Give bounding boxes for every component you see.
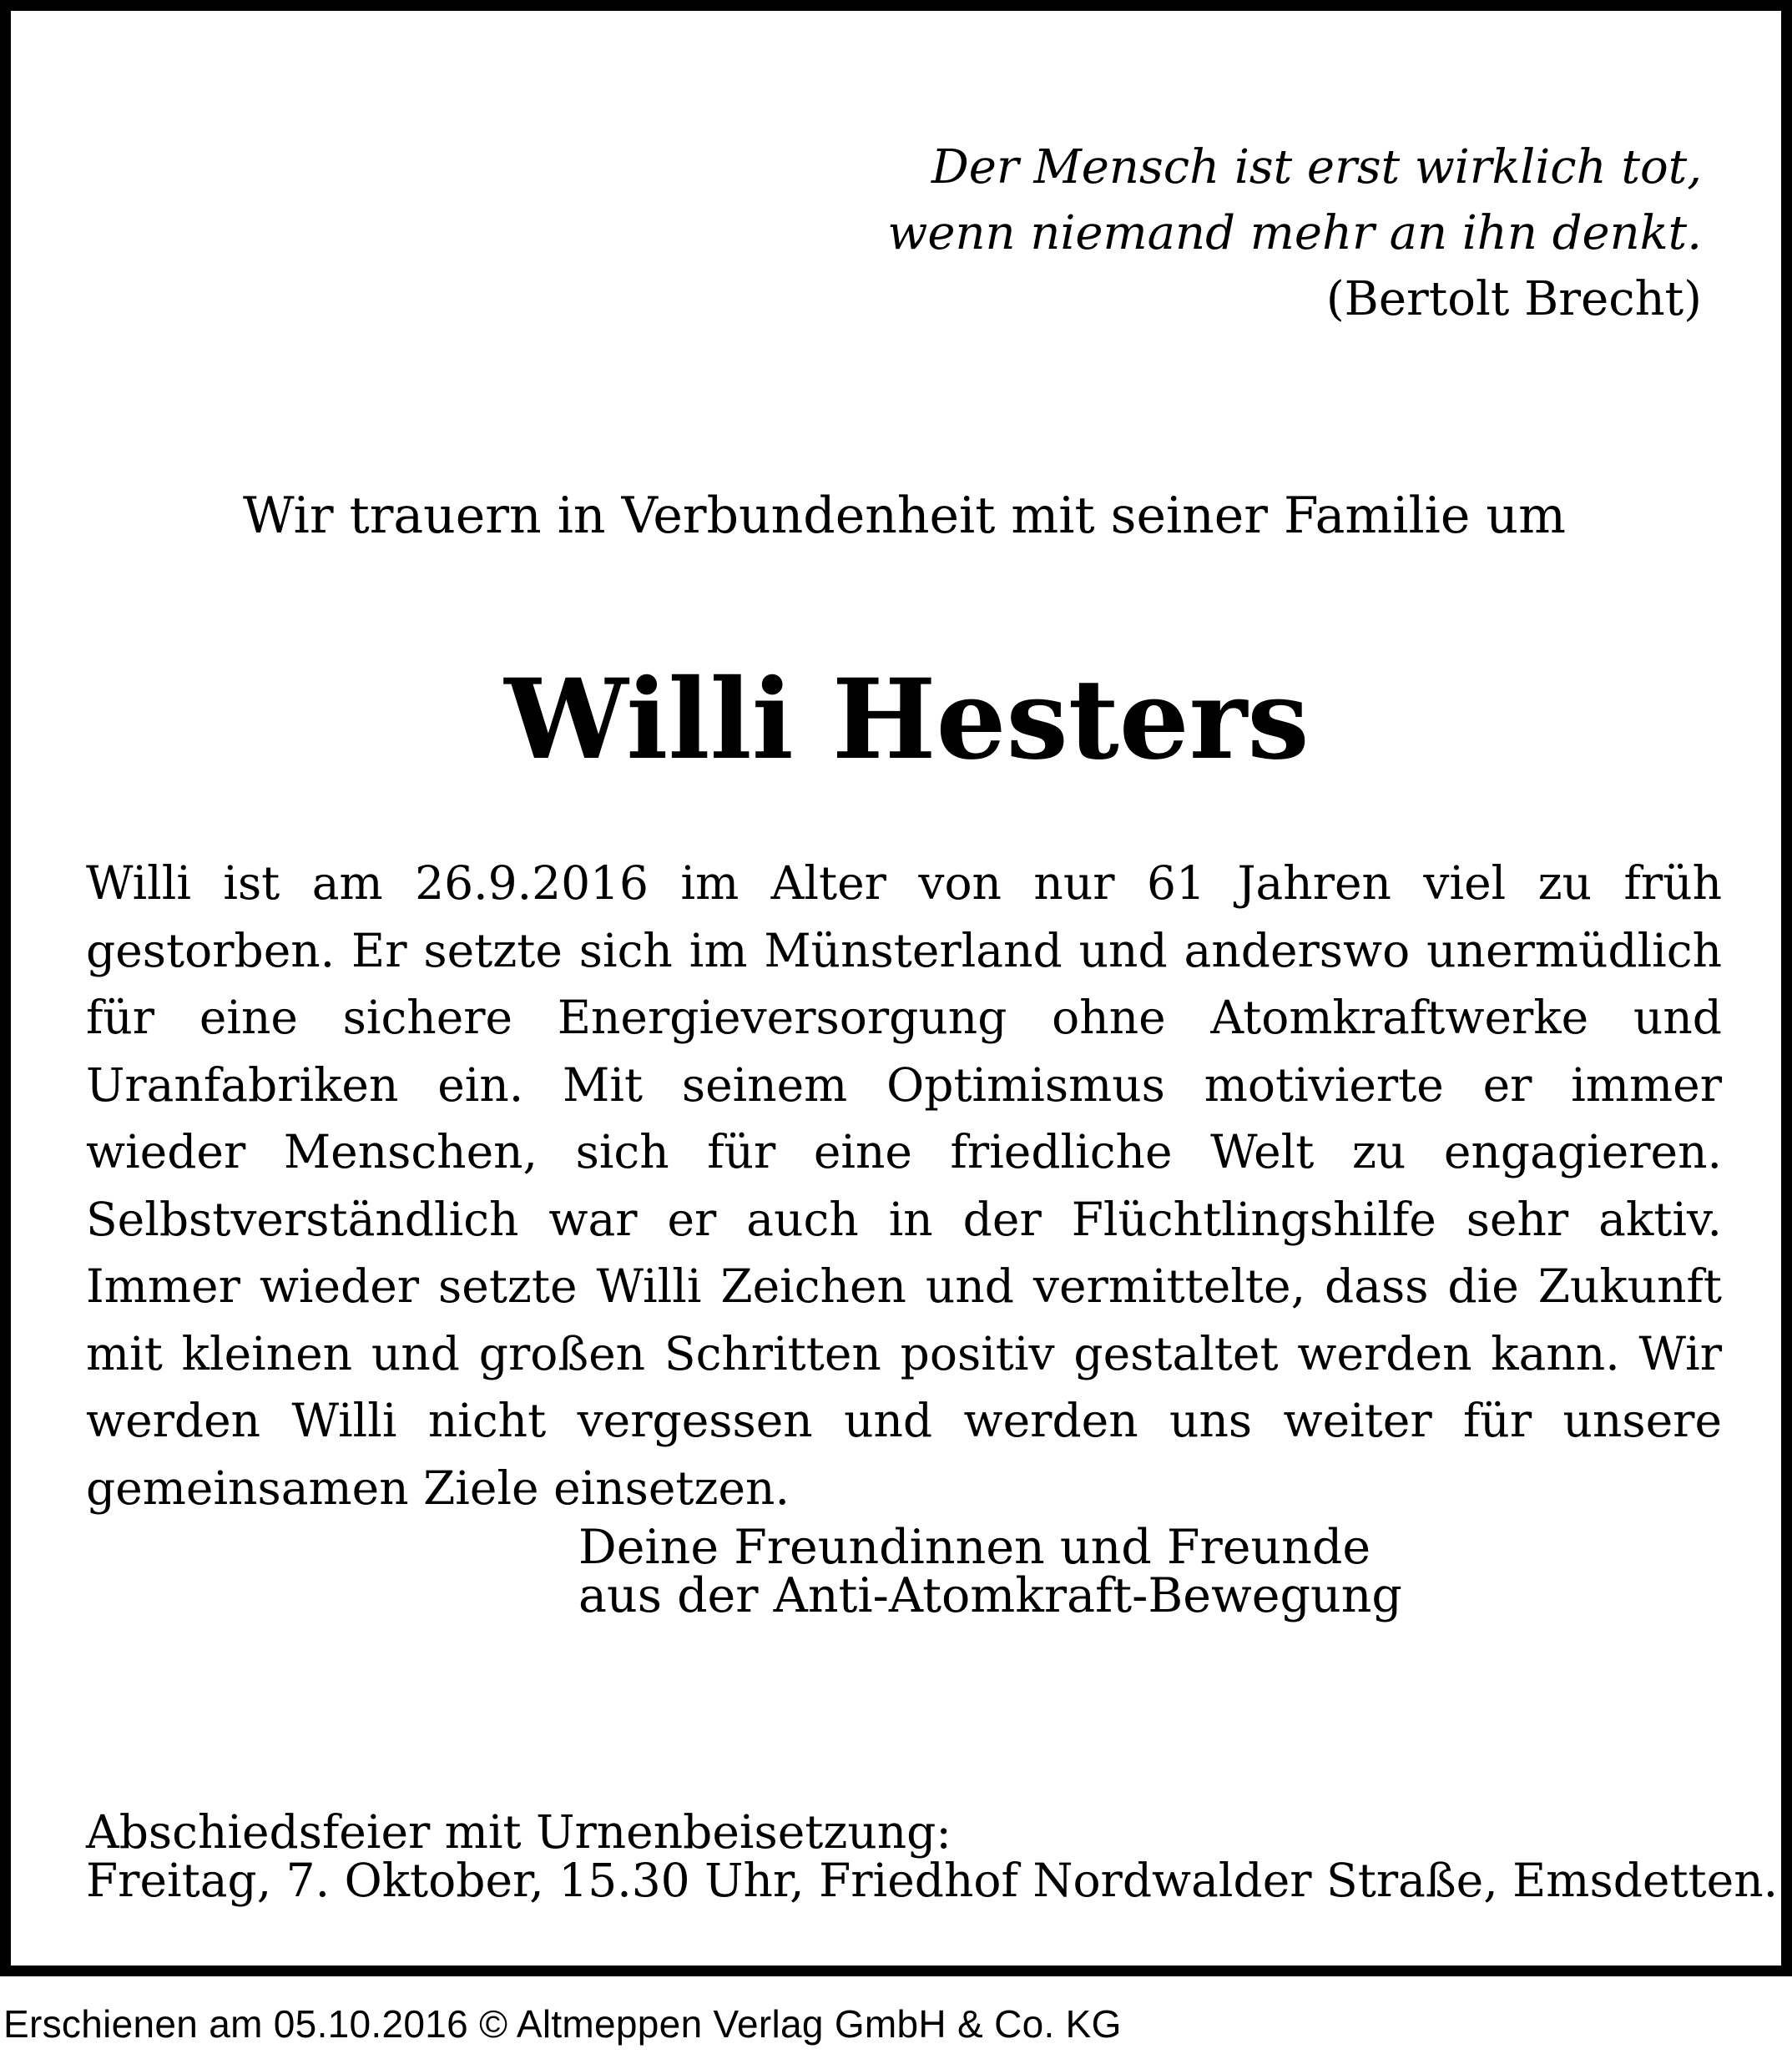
quote-line-1: Der Mensch ist erst wirklich tot,: [931, 140, 1702, 194]
mourning-intro: [11, 482, 1792, 549]
signature-block: [578, 1520, 1402, 1623]
signature-line-2: aus der Anti-Atomkraft-Bewegung: [578, 1568, 1402, 1623]
epigraph-quote: [887, 134, 1702, 332]
ceremony-details: Freitag, 7. Oktober, 15.30 Uhr, Friedhof Nordwalder Straße, Emsdetten.: [86, 1854, 1779, 1907]
deceased-name: Willi Hesters: [504, 655, 1310, 785]
obituary-body: Willi ist am 26.9.2016 im Alter von nur 61 Jahren viel zu früh gestorben. Er setzte sich im Münsterland und anderswo unermüdlich für eine sichere Energieversorgung ohne Atomkraftwerke und Uranfabriken ein. Mit seinem Optimismus motivierte er immer wieder Menschen, sich für eine friedliche Welt zu engagieren. Selbstverständlich war er auch in der Flüchtlingshilfe sehr aktiv. Immer wieder setzte Willi Zeichen und vermittelte, dass die Zukunft mit kleinen und großen Schritten positiv gestaltet werden kann. Wir werden Willi nicht vergessen und werden uns weiter für unsere gemeinsamen Ziele einsetzen.: [86, 856, 1722, 1515]
quote-line-2: wenn niemand mehr an ihn denkt.: [887, 206, 1702, 260]
signature-line-1: Deine Freundinnen und Freunde: [578, 1520, 1371, 1575]
publication-footer: Erschienen am 05.10.2016 © Altmeppen Verlag GmbH & Co. KG: [3, 2002, 1122, 2046]
quote-author: (Bertolt Brecht): [1325, 272, 1702, 326]
ceremony-info: [86, 1805, 1779, 1907]
mourning-intro-text: Wir trauern in Verbundenheit mit seiner Familie um: [243, 487, 1566, 545]
ceremony-label: Abschiedsfeier mit Urnenbeisetzung:: [86, 1805, 952, 1859]
